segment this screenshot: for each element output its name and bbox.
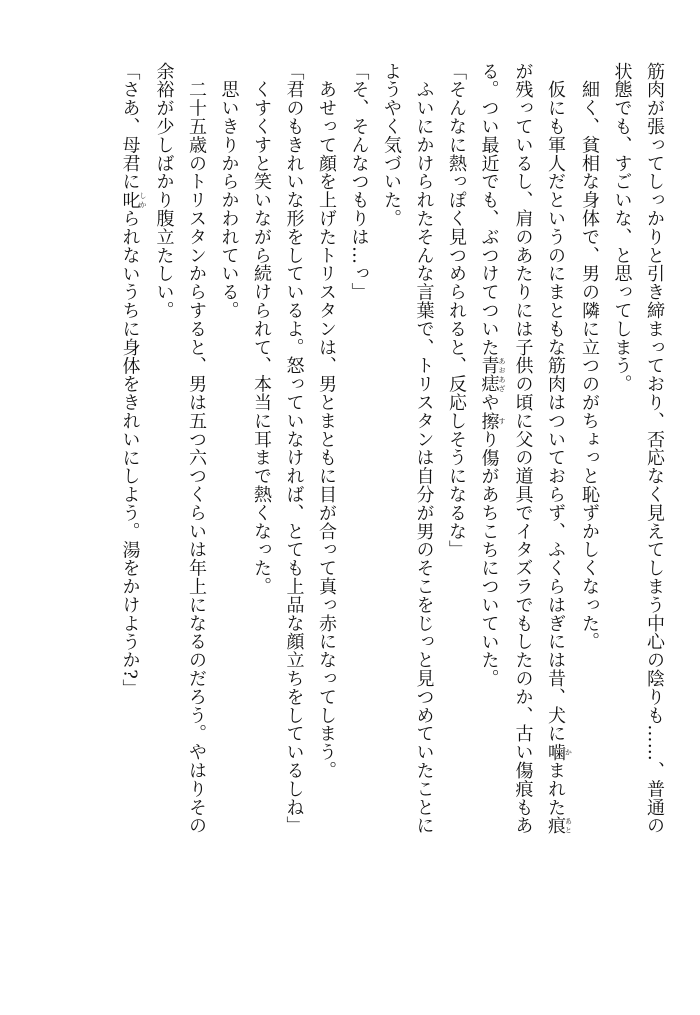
text-line: ようやく気づいた。 [381, 62, 402, 228]
ruby-base: 痕 [545, 816, 566, 835]
ruby-reading: あと [564, 816, 573, 835]
ruby-aoaza [478, 356, 506, 394]
text-line [539, 62, 573, 987]
text-line: 「君のもきれいな形をしているよ。怒っていなければ、とても上品な顔立ちをしているしね」 [283, 62, 305, 835]
text-segment: まれた [545, 761, 566, 817]
ruby-reading: しか [139, 190, 147, 210]
ruby-base: 青痣 [478, 356, 500, 394]
text-segment: り傷があちこちについていた。 [478, 430, 500, 688]
text-line: 「そんなに熱っぽく見つめられると、反応しそうになるな」 [446, 62, 467, 559]
text-segment: や [478, 393, 500, 412]
text-segment: られないうちに身体をきれいにしよう。湯をかけようか?」 [119, 209, 141, 698]
text-segment: 仮にも軍人だというのにまともな筋肉はついておらず、ふくらはぎには昔、犬に [545, 62, 566, 743]
ruby-reading: す [498, 411, 506, 431]
vertical-text-body [20, 62, 670, 987]
ruby-kamareta [545, 742, 573, 762]
text-segment: 「さあ、母君に [119, 62, 141, 191]
text-line: 状態でも、すごいな、と思ってしまう。 [611, 62, 633, 394]
ruby-reading: あおあざ [498, 356, 506, 394]
text-line [472, 62, 506, 987]
text-line [113, 62, 147, 987]
text-line: 細く、貧相な身体で、男の隣に立つのがちょっと恥ずかしくなった。 [579, 62, 600, 651]
text-line: 思いきりからかわれている。 [218, 62, 240, 320]
text-line: 余裕が少しばかり腹立たしい。 [153, 62, 175, 320]
ruby-shika [119, 190, 147, 210]
ruby-reading: か [564, 742, 573, 762]
text-line: ふいにかけられたそんな言葉で、トリスタンは自分が男のそこをじっと見つめていたことに [413, 62, 435, 835]
ruby-base: 叱 [119, 190, 141, 210]
text-line: が残っているし、肩のあたりには子供の頃に父の道具でイタズラでもしたのか、古い傷痕もあ [512, 62, 534, 835]
ruby-base: 噛 [545, 742, 566, 762]
text-segment: る。つい最近でも、ぶつけてついた [478, 62, 500, 357]
text-line: あせって顔を上げたトリスタンは、男とまともに目が合って真っ赤になってしまう。 [316, 62, 337, 780]
ruby-sure [478, 411, 506, 431]
text-line: 筋肉が張ってしっかりと引き締まっており、否応なく見えてしまう中心の陰りも……、普通の [644, 62, 665, 835]
ruby-ato [545, 816, 573, 835]
text-line: くすくすと笑いながら続けられて、本当に耳まで熱くなった。 [251, 62, 272, 596]
text-line: 「そ、そんなつもりは…っ」 [348, 62, 370, 302]
ruby-base: 擦 [478, 411, 500, 431]
text-line: 二十五歳のトリスタンからすると、男は五つ六つくらいは年上になるのだろう。やはりその [186, 62, 207, 835]
